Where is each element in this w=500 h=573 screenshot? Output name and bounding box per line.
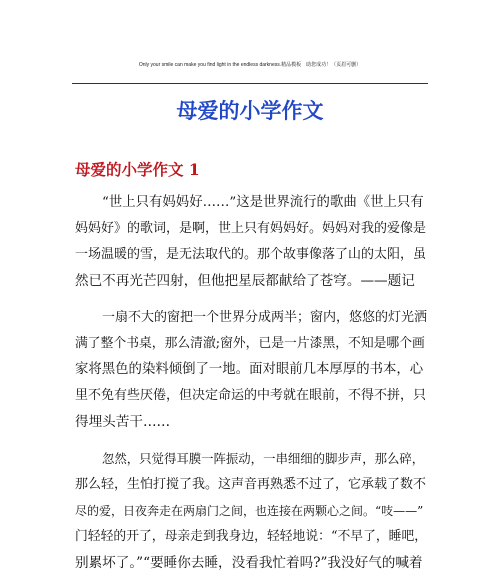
paragraph-2-line-2: 满了整个书桌，那么清澈;窗外，已是一片漆黑，不知是哪个画 bbox=[75, 336, 425, 351]
paragraph-1-line-1: “世上只有妈妈好……”这是世界流行的歌曲《世上只有 bbox=[102, 195, 424, 210]
document-title: 母爱的小学作文 bbox=[176, 98, 324, 123]
paragraph-2-line-4: 里不免有些厌倦，但决定命运的中考就在眼前，不得不拼，只 bbox=[75, 388, 427, 403]
paragraph-3-line-1: 忽然，只觉得耳膜一阵振动，一串细细的脚步声，那么碎， bbox=[102, 451, 425, 466]
section-title: 母爱的小学作文 1 bbox=[75, 160, 200, 179]
paragraph-3-line-5: 别累坏了。”“要睡你去睡，没看我忙着吗?”我没好气的喊着 bbox=[75, 555, 423, 571]
paragraph-2-line-5: 得埋头苦干…… bbox=[75, 414, 171, 430]
paragraph-1-line-2: 妈妈好》的歌词，是啊，世上只有妈妈好。妈妈对我的爱像是 bbox=[75, 221, 427, 236]
paragraph-2-line-3: 家将黑色的染料倾倒了一地。面对眼前几本厚厚的书本，心 bbox=[75, 362, 424, 377]
header-divider bbox=[72, 83, 428, 84]
paragraph-3-line-3: 尽的爱，日夜奔走在两扇门之间，也连接在两颗心之间。“吱——” bbox=[75, 504, 424, 518]
paragraph-1-line-3: 一场温暖的雪，是无法取代的。那个故事像落了山的太阳，虽 bbox=[75, 247, 427, 262]
page-header: Only your smile can make you find light in the endless darkness.精品模板 助您成功！（页眉可删） bbox=[138, 62, 362, 68]
paragraph-2-line-1: 一扇不大的窗把一个世界分成两半；窗内，悠悠的灯光洒 bbox=[102, 310, 428, 325]
paragraph-3-line-2: 那么轻，生怕打搅了我。这声音再熟悉不过了，它承载了数不 bbox=[75, 477, 427, 492]
paragraph-3-line-4: 门轻轻的开了，母亲走到我身边，轻轻地说：“不早了，睡吧， bbox=[75, 529, 428, 544]
paragraph-1-line-4: 然已不再光芒四射，但他把星辰都献给了苍穹。——题记 bbox=[75, 273, 415, 289]
